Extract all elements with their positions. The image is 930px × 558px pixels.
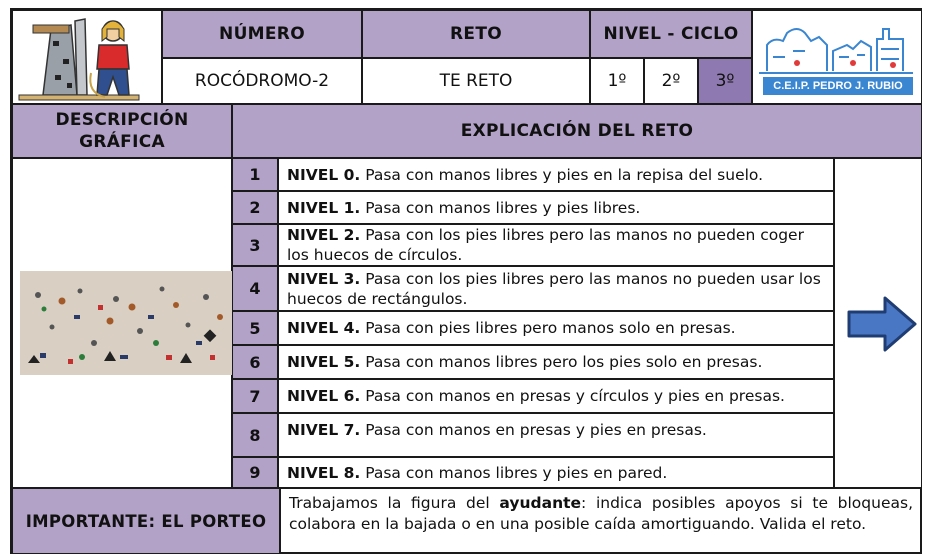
level-text: Pasa con manos en presas y círculos y pies en presas. bbox=[360, 387, 785, 405]
level-number: 4 bbox=[232, 266, 278, 311]
level-description bbox=[278, 379, 834, 413]
level-label: NIVEL 2. bbox=[287, 226, 361, 244]
porteo-text-post: : indica posibles apoyos si te bloqueas, colabora en la bajada o en una posible caída amortiguando. Valida el reto. bbox=[289, 494, 913, 533]
level-description bbox=[278, 191, 834, 224]
ciclo-1: 1º bbox=[590, 58, 644, 104]
level-number: 6 bbox=[232, 345, 278, 379]
level-text: Pasa con manos libres y pies en la repisa del suelo. bbox=[360, 165, 764, 184]
wall-photo-icon bbox=[20, 271, 232, 375]
level-text: Pasa con manos libres pero los pies solo en presas. bbox=[360, 353, 763, 371]
level-text: Pasa con manos libres y pies libres. bbox=[360, 198, 641, 217]
level-description bbox=[278, 158, 834, 191]
level-number: 8 bbox=[232, 413, 278, 457]
level-label: NIVEL 1. bbox=[287, 198, 361, 217]
arrow-cell bbox=[834, 158, 922, 488]
school-logo-text: C.E.I.P. PEDRO J. RUBIO bbox=[773, 80, 903, 92]
level-description bbox=[278, 345, 834, 379]
pictogram-cell bbox=[12, 10, 162, 104]
header-numero: NÚMERO bbox=[162, 10, 362, 58]
porteo-text-pre: Trabajamos la figura del bbox=[289, 494, 500, 512]
level-number: 7 bbox=[232, 379, 278, 413]
level-label: NIVEL 8. bbox=[287, 463, 361, 482]
reto-value: TE RETO bbox=[362, 58, 590, 104]
level-text: Pasa con manos libres y pies en pared. bbox=[360, 463, 668, 482]
right-arrow-icon bbox=[845, 294, 919, 354]
level-number: 9 bbox=[232, 457, 278, 488]
level-number: 2 bbox=[232, 191, 278, 224]
level-text: Pasa con manos en presas y pies en presas. bbox=[360, 421, 707, 439]
explicacion-title: EXPLICACIÓN DEL RETO bbox=[232, 104, 922, 158]
level-text: Pasa con los pies libres pero las manos no pueden usar los huecos de rectángulos. bbox=[287, 269, 821, 308]
level-description bbox=[278, 413, 834, 457]
porteo-explanation bbox=[280, 488, 922, 554]
level-text: Pasa con pies libres pero manos solo en presas. bbox=[360, 319, 736, 337]
numero-value: ROCÓDROMO-2 bbox=[162, 58, 362, 104]
ciclo-3-selected: 3º bbox=[698, 58, 752, 104]
climber-pictogram-icon bbox=[13, 11, 161, 103]
ciclo-2: 2º bbox=[644, 58, 698, 104]
level-label: NIVEL 0. bbox=[287, 165, 361, 184]
level-text: Pasa con los pies libres pero las manos no pueden coger los huecos de círculos. bbox=[287, 226, 804, 264]
school-logo-cell bbox=[752, 10, 922, 104]
level-label: NIVEL 3. bbox=[287, 269, 361, 288]
challenge-card bbox=[10, 8, 922, 554]
level-label: NIVEL 6. bbox=[287, 387, 361, 405]
descripcion-grafica-title: DESCRIPCIÓN GRÁFICA bbox=[12, 104, 232, 158]
porteo-text-bold: ayudante bbox=[499, 494, 582, 512]
level-label: NIVEL 5. bbox=[287, 353, 361, 371]
level-number: 5 bbox=[232, 311, 278, 345]
level-description bbox=[278, 224, 834, 266]
level-number: 3 bbox=[232, 224, 278, 266]
header-reto: RETO bbox=[362, 10, 590, 58]
level-description bbox=[278, 266, 834, 311]
image-cell bbox=[12, 158, 232, 488]
level-number: 1 bbox=[232, 158, 278, 191]
importante-label: IMPORTANTE: EL PORTEO bbox=[12, 488, 280, 554]
level-description bbox=[278, 311, 834, 345]
level-description bbox=[278, 457, 834, 488]
level-label: NIVEL 4. bbox=[287, 319, 361, 337]
level-label: NIVEL 7. bbox=[287, 421, 361, 439]
header-nivel-ciclo: NIVEL - CICLO bbox=[590, 10, 752, 58]
